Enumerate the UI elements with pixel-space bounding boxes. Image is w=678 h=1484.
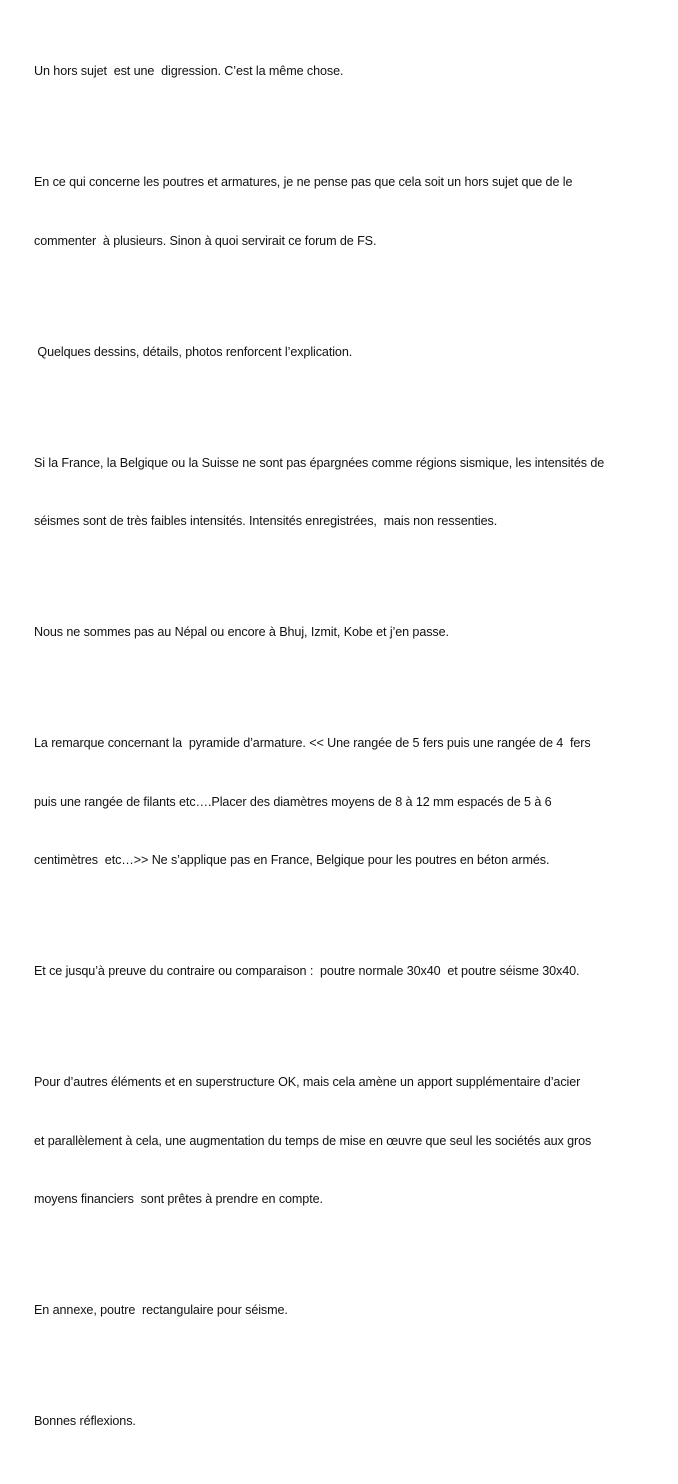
text-line: La remarque concernant la pyramide d’armature. << Une rangée de 5 fers puis une rangée de 4 fers	[34, 736, 591, 750]
paragraph-5	[34, 584, 674, 682]
text-line: Bonnes réflexions.	[34, 1414, 136, 1428]
text-line: Nous ne sommes pas au Népal ou encore à Bhuj, Izmit, Kobe et j’en passe.	[34, 625, 449, 639]
text-line: et parallèlement à cela, une augmentation du temps de mise en œuvre que seul les sociétés aux gros	[34, 1133, 592, 1148]
text-line: Un hors sujet est une digression. C’est la même chose.	[34, 64, 344, 78]
paragraph-3	[34, 304, 674, 402]
text-line: commenter à plusieurs. Sinon à quoi servirait ce forum de FS.	[34, 233, 377, 248]
paragraph-6	[34, 695, 674, 910]
text-line: moyens financiers sont prêtes à prendre en compte.	[34, 1192, 323, 1206]
paragraph-1	[34, 23, 674, 121]
text-line: En annexe, poutre rectangulaire pour séisme.	[34, 1303, 288, 1317]
document-body	[34, 23, 674, 1484]
paragraph-4	[34, 415, 674, 571]
paragraph-7	[34, 923, 674, 1021]
text-line: En ce qui concerne les poutres et armatures, je ne pense pas que cela soit un hors sujet que de le	[34, 175, 573, 189]
paragraph-10	[34, 1373, 674, 1471]
text-line: centimètres etc…>> Ne s’applique pas en France, Belgique pour les poutres en béton armés.	[34, 853, 550, 867]
text-line: séismes sont de très faibles intensités. Intensités enregistrées, mais non ressenties.	[34, 514, 498, 528]
text-line: Pour d’autres éléments et en superstructure OK, mais cela amène un apport supplémentaire d’acier	[34, 1075, 581, 1089]
text-line: Si la France, la Belgique ou la Suisse ne sont pas épargnées comme régions sismique, les intensités de	[34, 455, 605, 470]
text-line: puis une rangée de filants etc….Placer des diamètres moyens de 8 à 12 mm espacés de 5 à 6	[34, 794, 552, 809]
text-line: Et ce jusqu’à preuve du contraire ou comparaison : poutre normale 30x40 et poutre séisme 30x40.	[34, 964, 580, 978]
paragraph-8	[34, 1034, 674, 1249]
text-line: Quelques dessins, détails, photos renforcent l’explication.	[34, 344, 353, 359]
paragraph-2	[34, 134, 674, 290]
paragraph-9	[34, 1262, 674, 1360]
